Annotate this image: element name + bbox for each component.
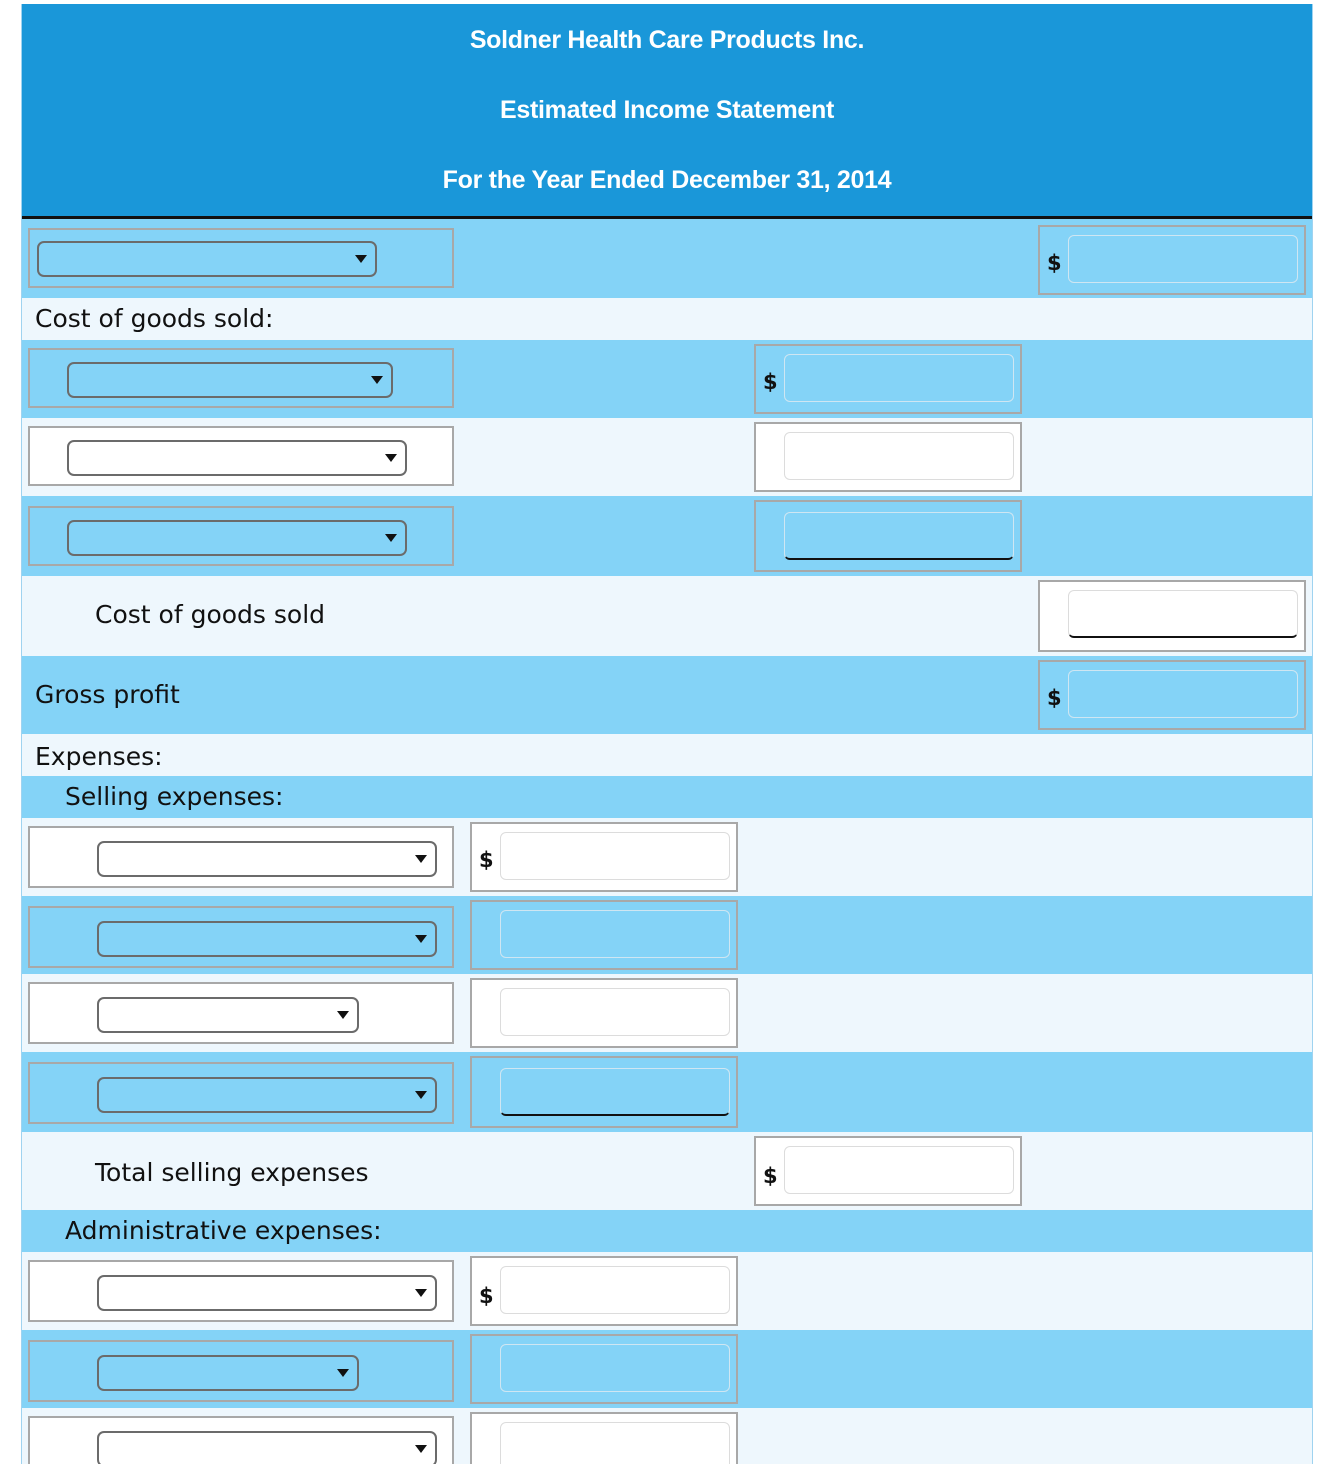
table-row xyxy=(22,576,1312,656)
chevron-down-icon xyxy=(415,1091,427,1099)
selling-select-4[interactable] xyxy=(97,1077,437,1113)
cogs-heading: Cost of goods sold: xyxy=(35,304,274,333)
company-name: Soldner Health Care Products Inc. xyxy=(469,26,865,54)
chevron-down-icon xyxy=(385,534,397,542)
table-row xyxy=(22,896,1312,974)
cogs-amount-input-3[interactable] xyxy=(784,512,1014,560)
selling-amount-input-2[interactable] xyxy=(500,910,730,958)
dropdown-cell xyxy=(28,1260,454,1322)
selling-expenses-heading: Selling expenses: xyxy=(65,782,284,811)
table-row xyxy=(22,656,1312,734)
chevron-down-icon xyxy=(337,1011,349,1019)
chevron-down-icon xyxy=(337,1369,349,1377)
amount-cell xyxy=(754,344,1022,414)
chevron-down-icon xyxy=(385,454,397,462)
admin-amount-input-3[interactable] xyxy=(500,1422,730,1464)
dropdown-cell xyxy=(28,1416,454,1464)
amount-cell xyxy=(754,422,1022,492)
total-selling-input[interactable] xyxy=(784,1146,1014,1194)
chevron-down-icon xyxy=(371,376,383,384)
total-selling-label: Total selling expenses xyxy=(95,1158,369,1187)
table-row xyxy=(22,496,1312,576)
selling-select-3[interactable] xyxy=(97,997,359,1033)
amount-cell xyxy=(470,1056,738,1128)
dollar-sign: $ xyxy=(763,1164,778,1188)
gross-profit-input[interactable] xyxy=(1068,670,1298,718)
dropdown-cell xyxy=(28,906,454,968)
dollar-sign: $ xyxy=(1047,686,1062,710)
amount-cell xyxy=(754,500,1022,572)
selling-amount-input-4[interactable] xyxy=(500,1068,730,1116)
selling-select-2[interactable] xyxy=(97,921,437,957)
table-row xyxy=(22,298,1312,340)
chevron-down-icon xyxy=(415,1289,427,1297)
table-row xyxy=(22,818,1312,896)
dollar-sign: $ xyxy=(763,370,778,394)
dropdown-cell xyxy=(28,1340,454,1402)
statement-title: Estimated Income Statement xyxy=(500,96,834,124)
cogs-total-label: Cost of goods sold xyxy=(95,600,326,629)
admin-amount-input-1[interactable] xyxy=(500,1266,730,1314)
selling-amount-input-1[interactable] xyxy=(500,832,730,880)
administrative-expenses-heading: Administrative expenses: xyxy=(65,1216,382,1245)
table-row xyxy=(22,1330,1312,1408)
table-row xyxy=(22,1132,1312,1210)
dropdown-cell xyxy=(28,426,454,486)
cogs-select-3[interactable] xyxy=(67,520,407,556)
admin-select-3[interactable] xyxy=(97,1431,437,1464)
amount-cell xyxy=(1038,225,1306,295)
table-row xyxy=(22,1210,1312,1252)
chevron-down-icon xyxy=(355,255,367,263)
dropdown-cell xyxy=(28,506,454,566)
admin-select-2[interactable] xyxy=(97,1355,359,1391)
table-row xyxy=(22,734,1312,776)
income-statement-form xyxy=(21,4,1313,1464)
dropdown-cell xyxy=(28,348,454,408)
amount-cell xyxy=(1038,580,1306,652)
amount-cell xyxy=(754,1136,1022,1206)
table-row xyxy=(22,340,1312,418)
gross-profit-label: Gross profit xyxy=(35,680,180,709)
amount-cell xyxy=(470,1412,738,1464)
dollar-sign: $ xyxy=(1047,251,1062,275)
amount-cell xyxy=(470,900,738,970)
admin-select-1[interactable] xyxy=(97,1275,437,1311)
amount-cell xyxy=(470,1334,738,1404)
cogs-amount-input-1[interactable] xyxy=(784,354,1014,402)
selling-select-1[interactable] xyxy=(97,841,437,877)
table-row xyxy=(22,1252,1312,1330)
dropdown-cell xyxy=(28,982,454,1044)
dropdown-cell xyxy=(28,1062,454,1124)
table-row xyxy=(22,418,1312,496)
admin-amount-input-2[interactable] xyxy=(500,1344,730,1392)
cogs-select-1[interactable] xyxy=(67,362,393,398)
chevron-down-icon xyxy=(415,935,427,943)
amount-cell xyxy=(1038,660,1306,730)
selling-amount-input-3[interactable] xyxy=(500,988,730,1036)
dollar-sign: $ xyxy=(479,848,494,872)
table-row xyxy=(22,776,1312,818)
cogs-select-2[interactable] xyxy=(67,440,407,476)
table-row xyxy=(22,219,1312,298)
revenue-select[interactable] xyxy=(37,241,377,277)
cogs-total-input[interactable] xyxy=(1068,590,1298,638)
dollar-sign: $ xyxy=(479,1284,494,1308)
amount-cell xyxy=(470,978,738,1048)
amount-cell xyxy=(470,1256,738,1326)
table-row xyxy=(22,1052,1312,1132)
cogs-amount-input-2[interactable] xyxy=(784,432,1014,480)
statement-period: For the Year Ended December 31, 2014 xyxy=(442,166,892,194)
revenue-amount-input[interactable] xyxy=(1068,235,1298,283)
table-row xyxy=(22,974,1312,1052)
chevron-down-icon xyxy=(415,855,427,863)
table-row xyxy=(22,1408,1312,1464)
amount-cell xyxy=(470,822,738,892)
chevron-down-icon xyxy=(415,1445,427,1453)
dropdown-cell xyxy=(28,228,454,288)
dropdown-cell xyxy=(28,826,454,888)
statement-header xyxy=(22,4,1312,219)
expenses-heading: Expenses: xyxy=(35,742,163,771)
